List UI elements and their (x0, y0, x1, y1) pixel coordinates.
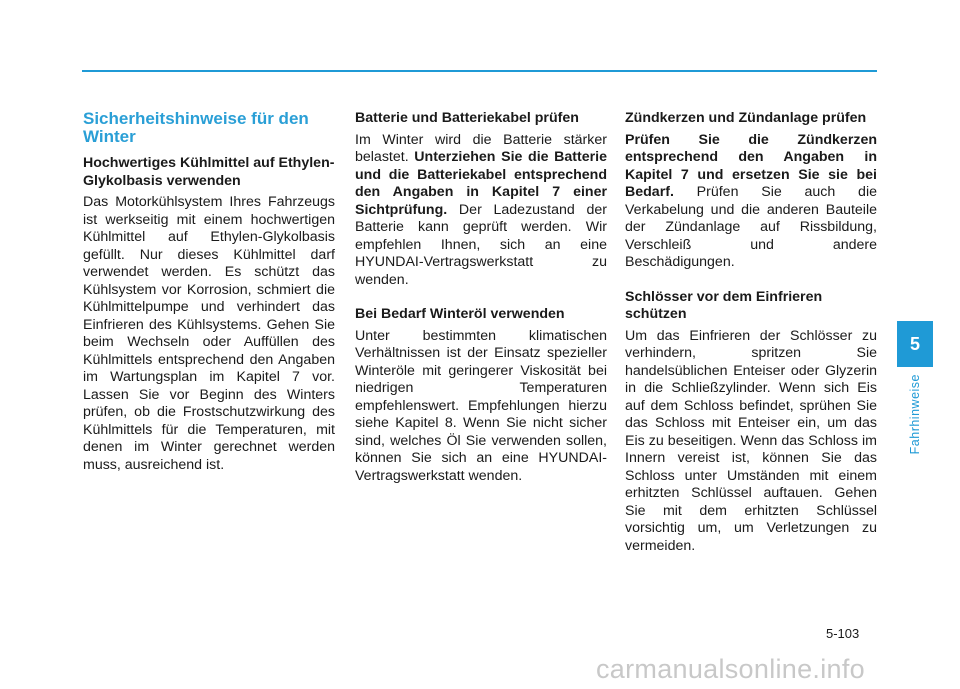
top-rule (82, 70, 877, 72)
watermark: carmanualsonline.info (596, 654, 865, 684)
page-number: 5-103 (826, 626, 860, 641)
spark-plug-text-bold: Prüfen Sie die Zündkerzen entsprechend den Angaben in Kapitel 7 und ersetzen Sie sie bei Bedarf. (625, 131, 877, 200)
spark-plug-text-c: Prüfen Sie auch die Verkabelung und die anderen Bauteile der Zündanlage auf Rissbildung, Verschleiß und andere Beschädigungen. (625, 184, 877, 270)
spacer (625, 272, 877, 289)
spacer (355, 289, 607, 306)
section-title: Sicherheitshinweise für den Winter (83, 109, 309, 146)
chapter-number: 5 (909, 333, 920, 354)
chapter-tab (897, 321, 933, 367)
winter-oil-heading: Bei Bedarf Winteröl verwenden (355, 306, 565, 322)
locks-paragraph: Um das Einfrieren der Schlösser zu verhindern, spritzen Sie handelsüblichen Enteiser oder Glyzerin in die Schließzylinder. Wenn sich Eis auf dem Schloss befindet, sprühen Sie das Schloss mit Enteiser ein, um das Eis zu beseitigen. Wenn das Schloss im Innern vereist ist, können Sie das Schloss unter Umständen mit einem erhitzten Schlüssel auftauen. Gehen Sie mit dem erhitzten Schlüssel vorsichtig um, um Verletzungen zu vermeiden. (625, 327, 877, 554)
spark-plug-heading: Zündkerzen und Zündanlage prüfen (625, 110, 867, 126)
column-2 (355, 110, 607, 485)
spark-plug-paragraph (625, 132, 877, 272)
column-1 (83, 110, 335, 474)
chapter-label (897, 374, 933, 454)
chapter-label-text: Fahrhinweise (908, 374, 922, 455)
battery-paragraph (355, 132, 607, 290)
locks-heading: Schlösser vor dem Einfrieren schützen (625, 288, 823, 322)
battery-text-bold: Unterziehen Sie die Batterie und die Batteriekabel entsprechend den Angaben in Kapitel 7 einer Sichtprüfung. (355, 149, 608, 218)
battery-text-c: Der Ladezustand der Batterie kann geprüft werden. Wir empfehlen Ihnen, sich an eine HYUNDAI-Vertragswerkstatt zu wenden. (355, 201, 607, 288)
battery-heading: Batterie und Batteriekabel prüfen (355, 110, 579, 126)
column-3 (625, 110, 877, 555)
battery-text-a: Im Winter wird die Batterie stärker belastet. (355, 131, 607, 165)
winter-oil-paragraph: Unter bestimmten klimatischen Verhältnissen ist der Einsatz spezieller Winteröle mit geringerer Viskosität bei niedrigen Temperaturen empfehlenswert. Empfehlungen hierzu siehe Kapitel 8. Wenn Sie nicht sicher sind, welches Öl Sie verwenden sollen, können Sie sich an eine HYUNDAI-Vertragswerkstatt wenden. (355, 327, 607, 484)
coolant-heading: Hochwertiges Kühlmittel auf Ethylen-Glykolbasis verwenden (83, 155, 335, 189)
coolant-paragraph: Das Motorkühlsystem Ihres Fahrzeugs ist werkseitig mit einem hochwertigen Kühlmittel auf Ethylen-Glykolbasis gefüllt. Nur dieses Kühlmittel darf verwendet werden. Es schützt das Kühlsystem vor Korrosion, schmiert die Kühlmittelpumpe und verhindert das Einfrieren des Kühlsystems. Gehen Sie beim Wechseln oder Auffüllen des Kühlmittels entsprechend den Angaben im Wartungsplan im Kapitel 7 vor. Lassen Sie vor Beginn des Winters prüfen, ob die Frostschutzwirkung des Kühlmittels für die Temperaturen, mit denen im Winter gerechnet werden muss, ausreichend ist. (83, 194, 335, 473)
